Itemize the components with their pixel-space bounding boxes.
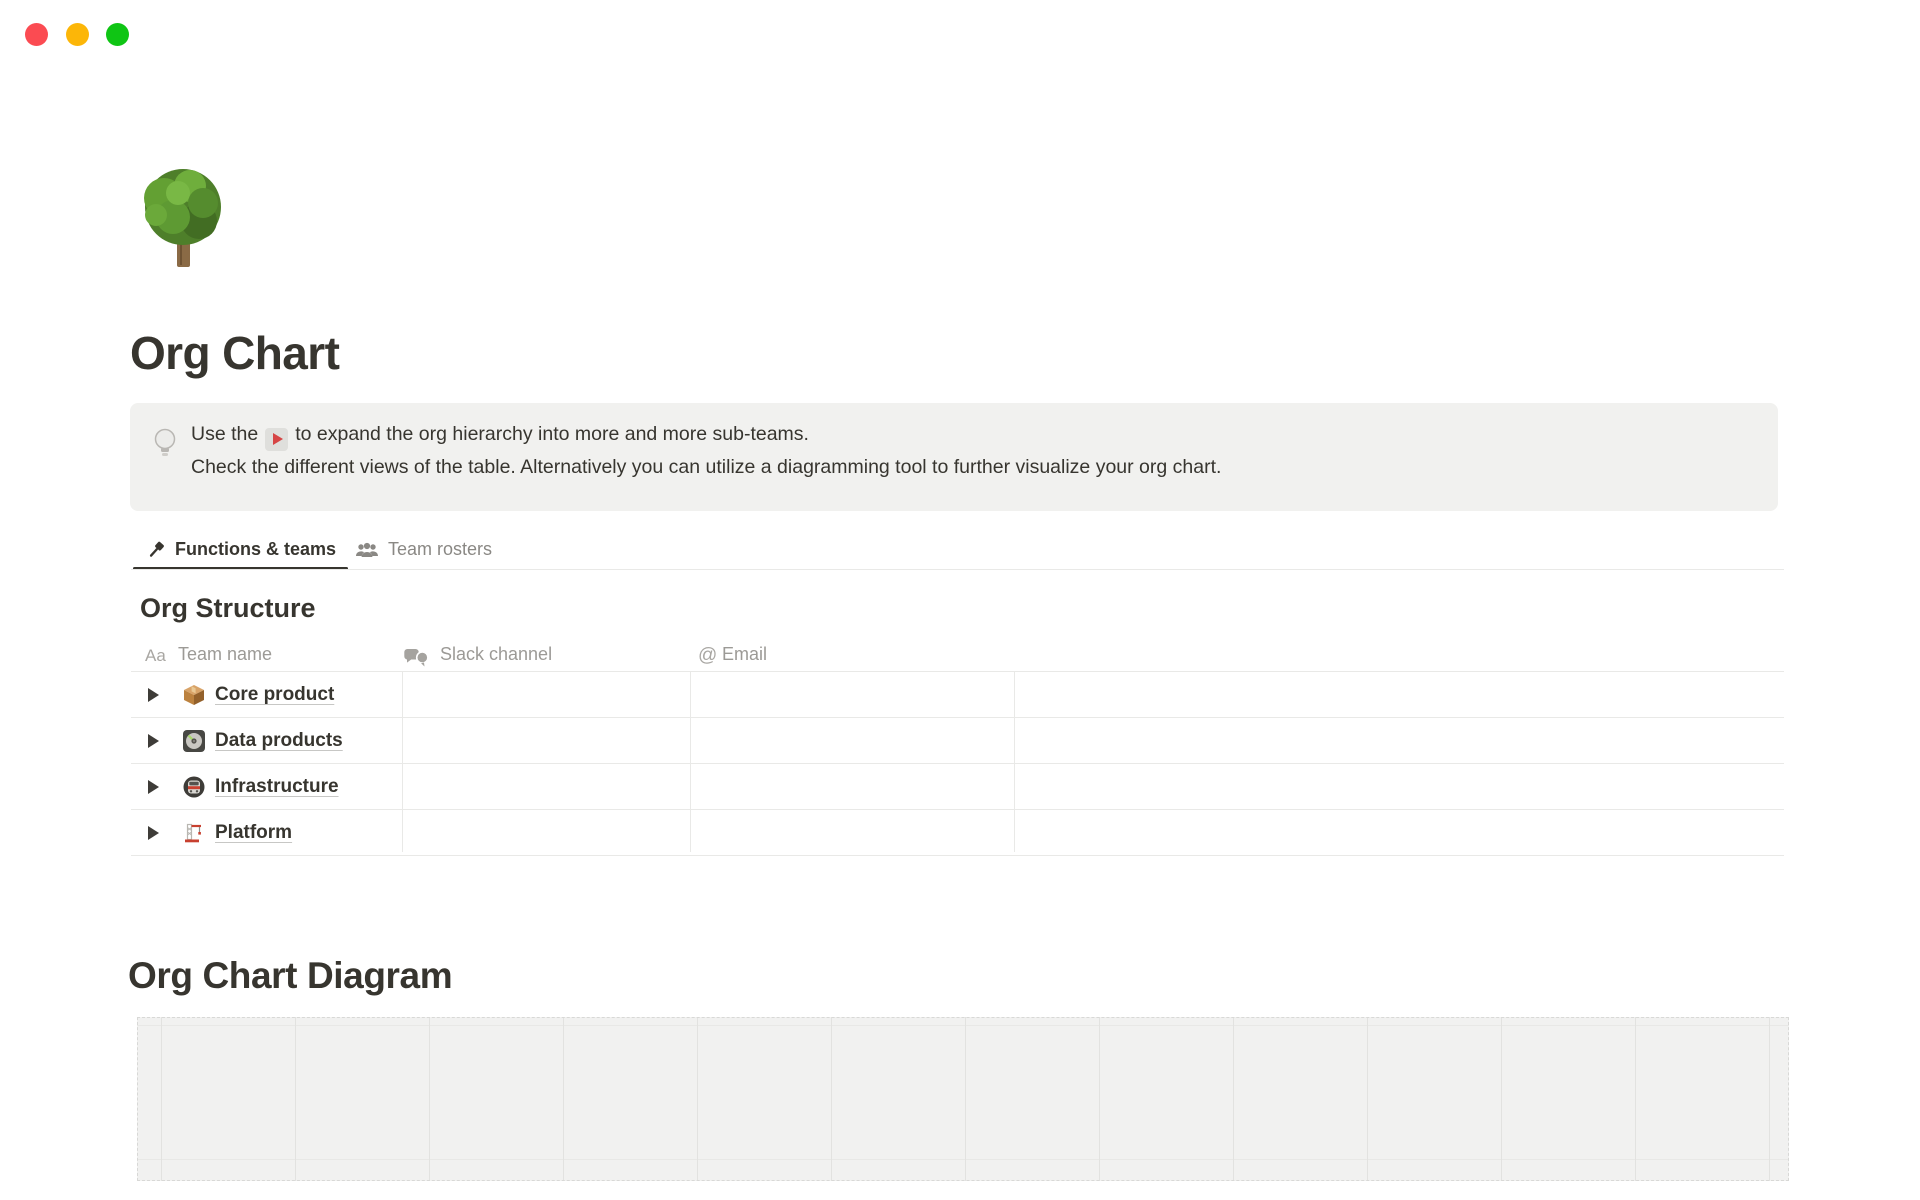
column-header-email[interactable]: Email — [722, 644, 768, 664]
light-bulb-icon — [151, 427, 179, 461]
tree-icon — [133, 163, 233, 273]
zoom-window-button[interactable] — [106, 23, 129, 46]
org-structure-table — [131, 671, 1784, 856]
tab-label: Team rosters — [388, 539, 493, 559]
table-row-infrastructure — [131, 764, 1784, 810]
email-property-icon: @ — [698, 645, 718, 666]
tab-label: Functions & teams — [175, 539, 337, 559]
column-divider — [1014, 672, 1015, 852]
org-chart-diagram-canvas[interactable] — [137, 1017, 1789, 1181]
database-title: Org Structure — [140, 593, 316, 623]
team-page-link[interactable]: Infrastructure — [215, 775, 339, 797]
team-page-link[interactable]: Core product — [215, 683, 335, 705]
callout — [130, 403, 1778, 511]
column-header-team-name[interactable]: Team name — [178, 644, 273, 664]
callout-line2: Check the different views of the table. Alternatively you can utilize a diagramming tool to further visualize your org chart. — [191, 456, 1222, 478]
callout-text — [191, 418, 1751, 484]
tab-team-rosters[interactable] — [355, 539, 492, 560]
column-divider — [402, 672, 403, 852]
column-header-slack-channel[interactable]: Slack channel — [440, 644, 553, 664]
building-construction-icon — [183, 822, 205, 844]
callout-line1-after: to expand the org hierarchy into more and more sub-teams. — [295, 423, 809, 445]
column-divider — [690, 672, 691, 852]
close-window-button[interactable] — [25, 23, 48, 46]
table-row-data-products — [131, 718, 1784, 764]
package-icon — [183, 684, 205, 706]
diagram-heading: Org Chart Diagram — [128, 955, 453, 996]
table-row-core-product — [131, 672, 1784, 718]
page-title: Org Chart — [130, 327, 340, 379]
page-icon-tree[interactable] — [133, 163, 233, 273]
metro-icon — [183, 776, 205, 798]
tab-functions-and-teams[interactable] — [146, 539, 336, 560]
expand-toggle-icon[interactable] — [148, 826, 159, 840]
table-row-platform — [131, 810, 1784, 856]
chat-bubbles-icon — [404, 648, 430, 668]
hammer-icon — [146, 540, 166, 560]
expand-toggle-icon[interactable] — [148, 780, 159, 794]
team-page-link[interactable]: Data products — [215, 729, 343, 751]
text-property-icon: Aa — [145, 646, 166, 665]
callout-line1-before: Use the — [191, 423, 259, 445]
tabbar-divider — [131, 569, 1784, 570]
minimize-window-button[interactable] — [66, 23, 89, 46]
expand-toggle-icon[interactable] — [148, 688, 159, 702]
people-icon — [355, 540, 379, 560]
computer-disk-icon — [183, 730, 205, 752]
toggle-token-icon — [265, 428, 288, 451]
expand-toggle-icon[interactable] — [148, 734, 159, 748]
team-page-link[interactable]: Platform — [215, 821, 293, 843]
